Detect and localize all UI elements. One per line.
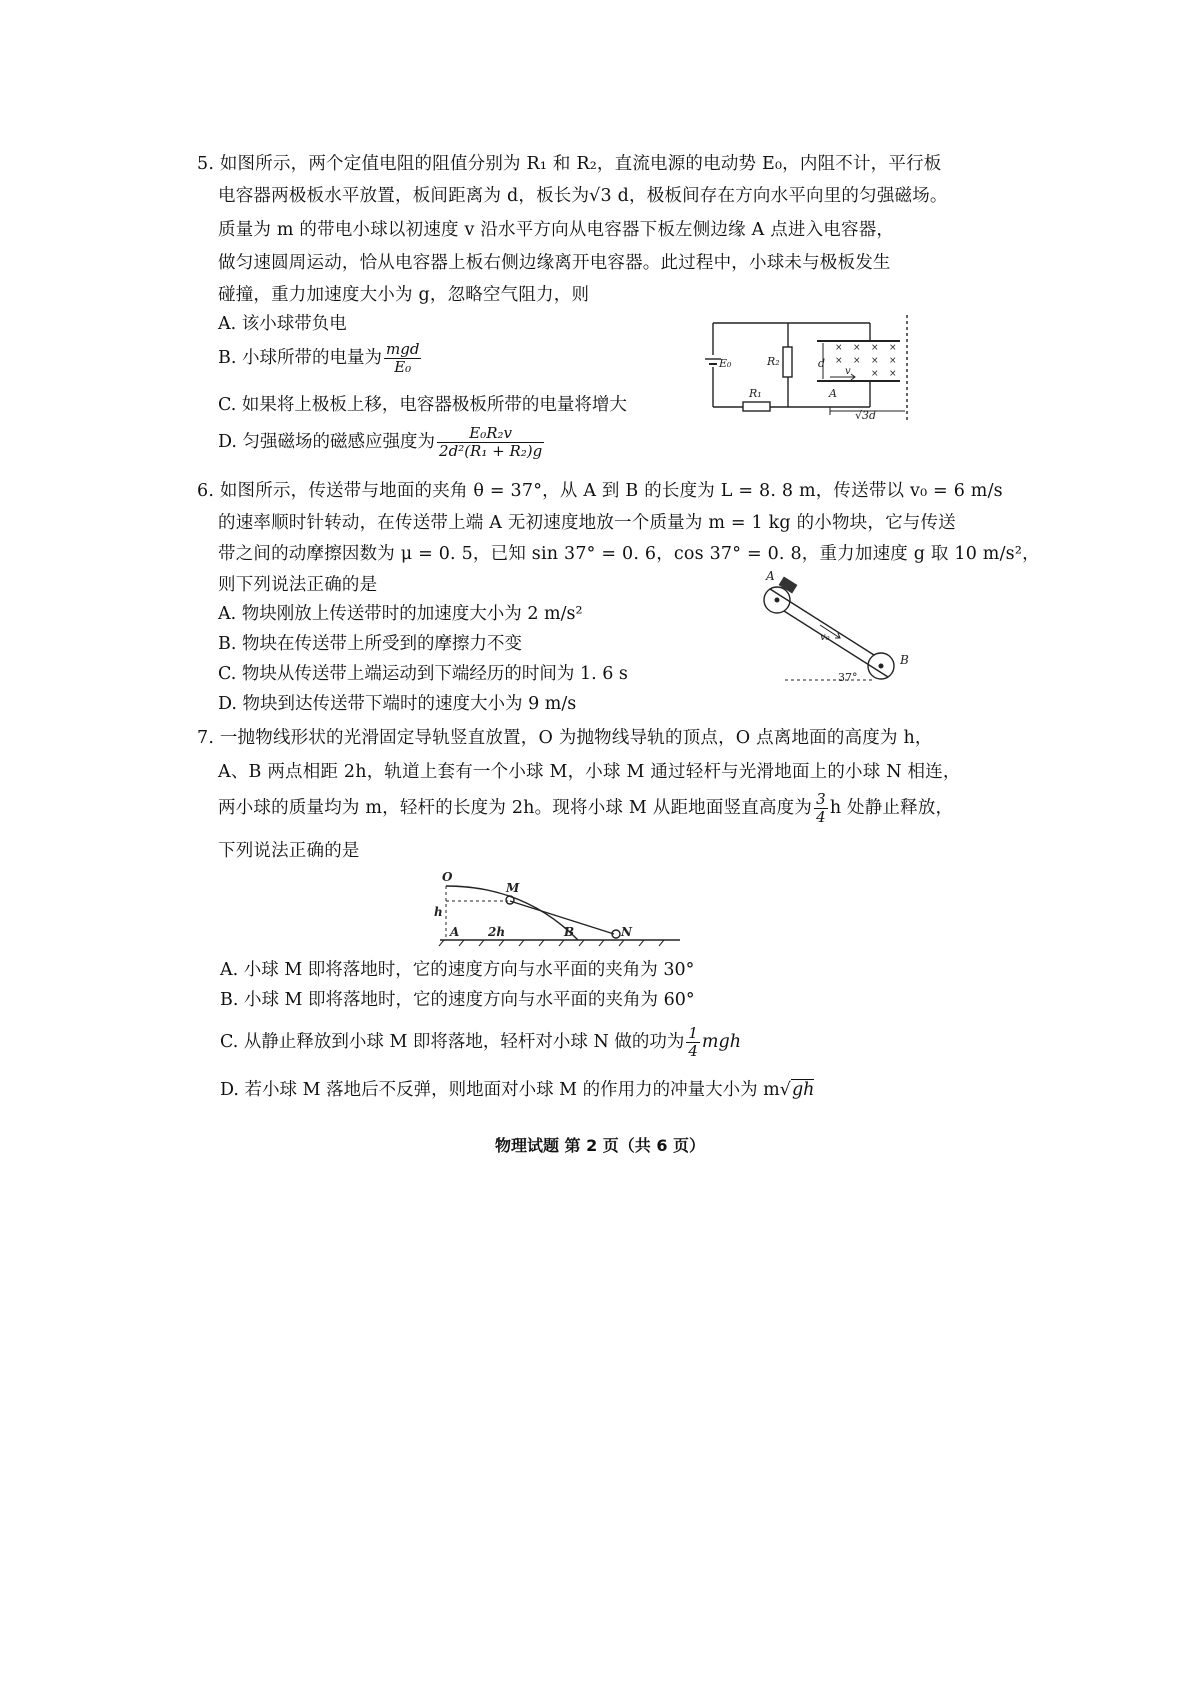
label-v: v	[845, 366, 851, 377]
q7-option-b: B. 小球 M 即将落地时，它的速度方向与水平面的夹角为 60°	[220, 990, 695, 1010]
q6-conveyor-figure	[760, 570, 920, 685]
ground-hatch	[559, 940, 564, 946]
q7-line-3-fraction	[814, 792, 828, 825]
cross-mark: ×	[835, 343, 843, 353]
belt-top-run	[770, 589, 874, 655]
label-n: N	[621, 925, 632, 939]
q6-line-4: 则下列说法正确的是	[218, 575, 378, 595]
label-b: B	[564, 925, 575, 939]
cross-mark: ×	[853, 356, 861, 366]
q7-line-3-suffix: h 处静止释放，	[829, 798, 954, 818]
label-a: A	[766, 570, 775, 583]
ground-hatch	[659, 940, 664, 946]
q6-line-2: 的速率顺时针转动，在传送带上端 A 无初速度地放一个质量为 m = 1 kg 的小物块，它与传送	[218, 513, 956, 533]
q7-line-3-text: 两小球的质量均为 m，轻杆的长度为 2h。现将小球 M 从距地面竖直高度为	[218, 798, 813, 818]
q7-line-1: 7. 一抛物线形状的光滑固定导轨竖直放置，O 为抛物线导轨的顶点，O 点离地面的高度为 h，	[197, 728, 933, 748]
label-sqrt3d: √3d	[855, 409, 877, 422]
label-o: O	[442, 870, 453, 884]
q5-option-c: C. 如果将上极板上移，电容器极板所带的电量将增大	[218, 395, 627, 415]
q5-option-a: A. 该小球带负电	[218, 314, 347, 334]
q5-option-b	[218, 342, 423, 375]
q5-option-d-fraction	[437, 426, 544, 459]
block	[779, 577, 798, 594]
lower-pulley-axle	[879, 664, 883, 668]
q5-circuit-figure	[695, 315, 920, 425]
q7-option-d-sqrt: gh	[791, 1080, 815, 1100]
q5-option-b-text: B. 小球所带的电量为	[218, 348, 382, 368]
label-d: d	[818, 357, 826, 370]
resistor-r1	[743, 402, 770, 411]
q6-line-3: 带之间的动摩擦因数为 μ = 0. 5，已知 sin 37° = 0. 6，cos 37° = 0. 8，重力加速度 g 取 10 m/s²，	[218, 544, 1040, 564]
q7-option-d-text: D. 若小球 M 落地后不反弹，则地面对小球 M 的作用力的冲量大小为 m	[220, 1080, 780, 1100]
q7-option-c-suffix: mgh	[701, 1032, 741, 1052]
belt-bottom-run	[784, 611, 888, 677]
q7-option-c-text: C. 从静止释放到小球 M 即将落地，轻杆对小球 N 做的功为	[220, 1032, 685, 1052]
ball-m	[506, 896, 514, 904]
page-footer: 物理试题 第 2 页（共 6 页）	[494, 1136, 706, 1155]
q7-option-c-fraction	[686, 1026, 700, 1059]
q7-option-c-denominator: 4	[688, 1042, 698, 1060]
light-rod	[510, 901, 614, 934]
ground-hatch	[539, 940, 544, 946]
label-2h: 2h	[488, 925, 506, 939]
label-e0: E₀	[719, 357, 732, 370]
q6-option-a: A. 物块刚放上传送带时的加速度大小为 2 m/s²	[218, 604, 583, 624]
ground-hatch	[439, 940, 444, 946]
label-a: A	[450, 925, 460, 939]
cross-mark: ×	[889, 369, 897, 379]
q5-option-b-fraction	[384, 342, 421, 375]
q5-option-b-denominator: E₀	[394, 358, 412, 376]
q7-line-2: A、B 两点相距 2h，轨道上套有一个小球 M，小球 M 通过轻杆与光滑地面上的小球 N 相连，	[218, 762, 961, 782]
ground-hatch	[519, 940, 524, 946]
q7-line-3	[218, 792, 953, 825]
q5-line-5: 碰撞，重力加速度大小为 g，忽略空气阻力，则	[218, 285, 590, 305]
label-v0: v₀	[820, 632, 830, 643]
ground-hatch	[639, 940, 644, 946]
cross-mark: ×	[835, 356, 843, 366]
label-h: h	[434, 905, 443, 919]
q5-option-d-denominator: 2d²(R₁ + R₂)g	[439, 442, 543, 460]
cross-mark: ×	[889, 343, 897, 353]
ground-hatch	[579, 940, 584, 946]
label-m: M	[506, 881, 520, 895]
cross-mark: ×	[853, 343, 861, 353]
q7-option-a: A. 小球 M 即将落地时，它的速度方向与水平面的夹角为 30°	[220, 960, 695, 980]
q7-option-c	[220, 1026, 741, 1059]
cross-mark: ×	[871, 343, 879, 353]
q7-parabola-figure	[430, 868, 690, 948]
q5-option-d-text: D. 匀强磁场的磁感应强度为	[218, 432, 436, 452]
ground-hatch	[459, 940, 464, 946]
q6-option-d: D. 物块到达传送带下端时的速度大小为 9 m/s	[218, 694, 577, 714]
resistor-r2	[783, 347, 792, 377]
q6-line-1: 6. 如图所示，传送带与地面的夹角 θ = 37°，从 A 到 B 的长度为 L = 8. 8 m，传送带以 v₀ = 6 m/s	[197, 481, 1003, 501]
q7-line-3-numerator: 3	[816, 790, 826, 808]
q5-line-2: 电容器两极板水平放置，板间距离为 d，板长为√3 d，极板间存在方向水平向里的匀强磁场。	[218, 186, 948, 206]
ground-hatch	[479, 940, 484, 946]
q5-option-b-numerator: mgd	[386, 340, 420, 358]
q5-option-d	[218, 426, 546, 459]
upper-pulley-axle	[775, 598, 779, 602]
q7-line-4: 下列说法正确的是	[218, 841, 360, 861]
label-r2: R₂	[767, 355, 780, 368]
ground-hatch	[619, 940, 624, 946]
label-a: A	[829, 387, 837, 400]
ground-hatch	[499, 940, 504, 946]
q6-option-b: B. 物块在传送带上所受到的摩擦力不变	[218, 634, 522, 654]
cross-mark: ×	[889, 356, 897, 366]
label-b: B	[900, 653, 909, 667]
label-r1: R₁	[749, 387, 762, 400]
q5-line-4: 做匀速圆周运动，恰从电容器上板右侧边缘离开电容器。此过程中，小球未与极板发生	[218, 253, 891, 273]
cross-mark: ×	[871, 369, 879, 379]
label-angle: 37°	[838, 671, 858, 684]
q7-option-c-numerator: 1	[688, 1024, 698, 1042]
q7-option-d: D. 若小球 M 落地后不反弹，则地面对小球 M 的作用力的冲量大小为 m√gh	[220, 1080, 815, 1100]
q6-option-c: C. 物块从传送带上端运动到下端经历的时间为 1. 6 s	[218, 664, 628, 684]
q5-option-d-numerator: E₀R₂v	[437, 426, 544, 443]
q5-line-3: 质量为 m 的带电小球以初速度 v 沿水平方向从电容器下板左侧边缘 A 点进入电容器，	[218, 220, 895, 240]
cross-mark: ×	[871, 356, 879, 366]
ground-hatch	[599, 940, 604, 946]
q7-line-3-denominator: 4	[816, 808, 826, 826]
q5-line-1: 5. 如图所示，两个定值电阻的阻值分别为 R₁ 和 R₂，直流电源的电动势 E₀，内阻不计，平行板	[197, 154, 942, 174]
